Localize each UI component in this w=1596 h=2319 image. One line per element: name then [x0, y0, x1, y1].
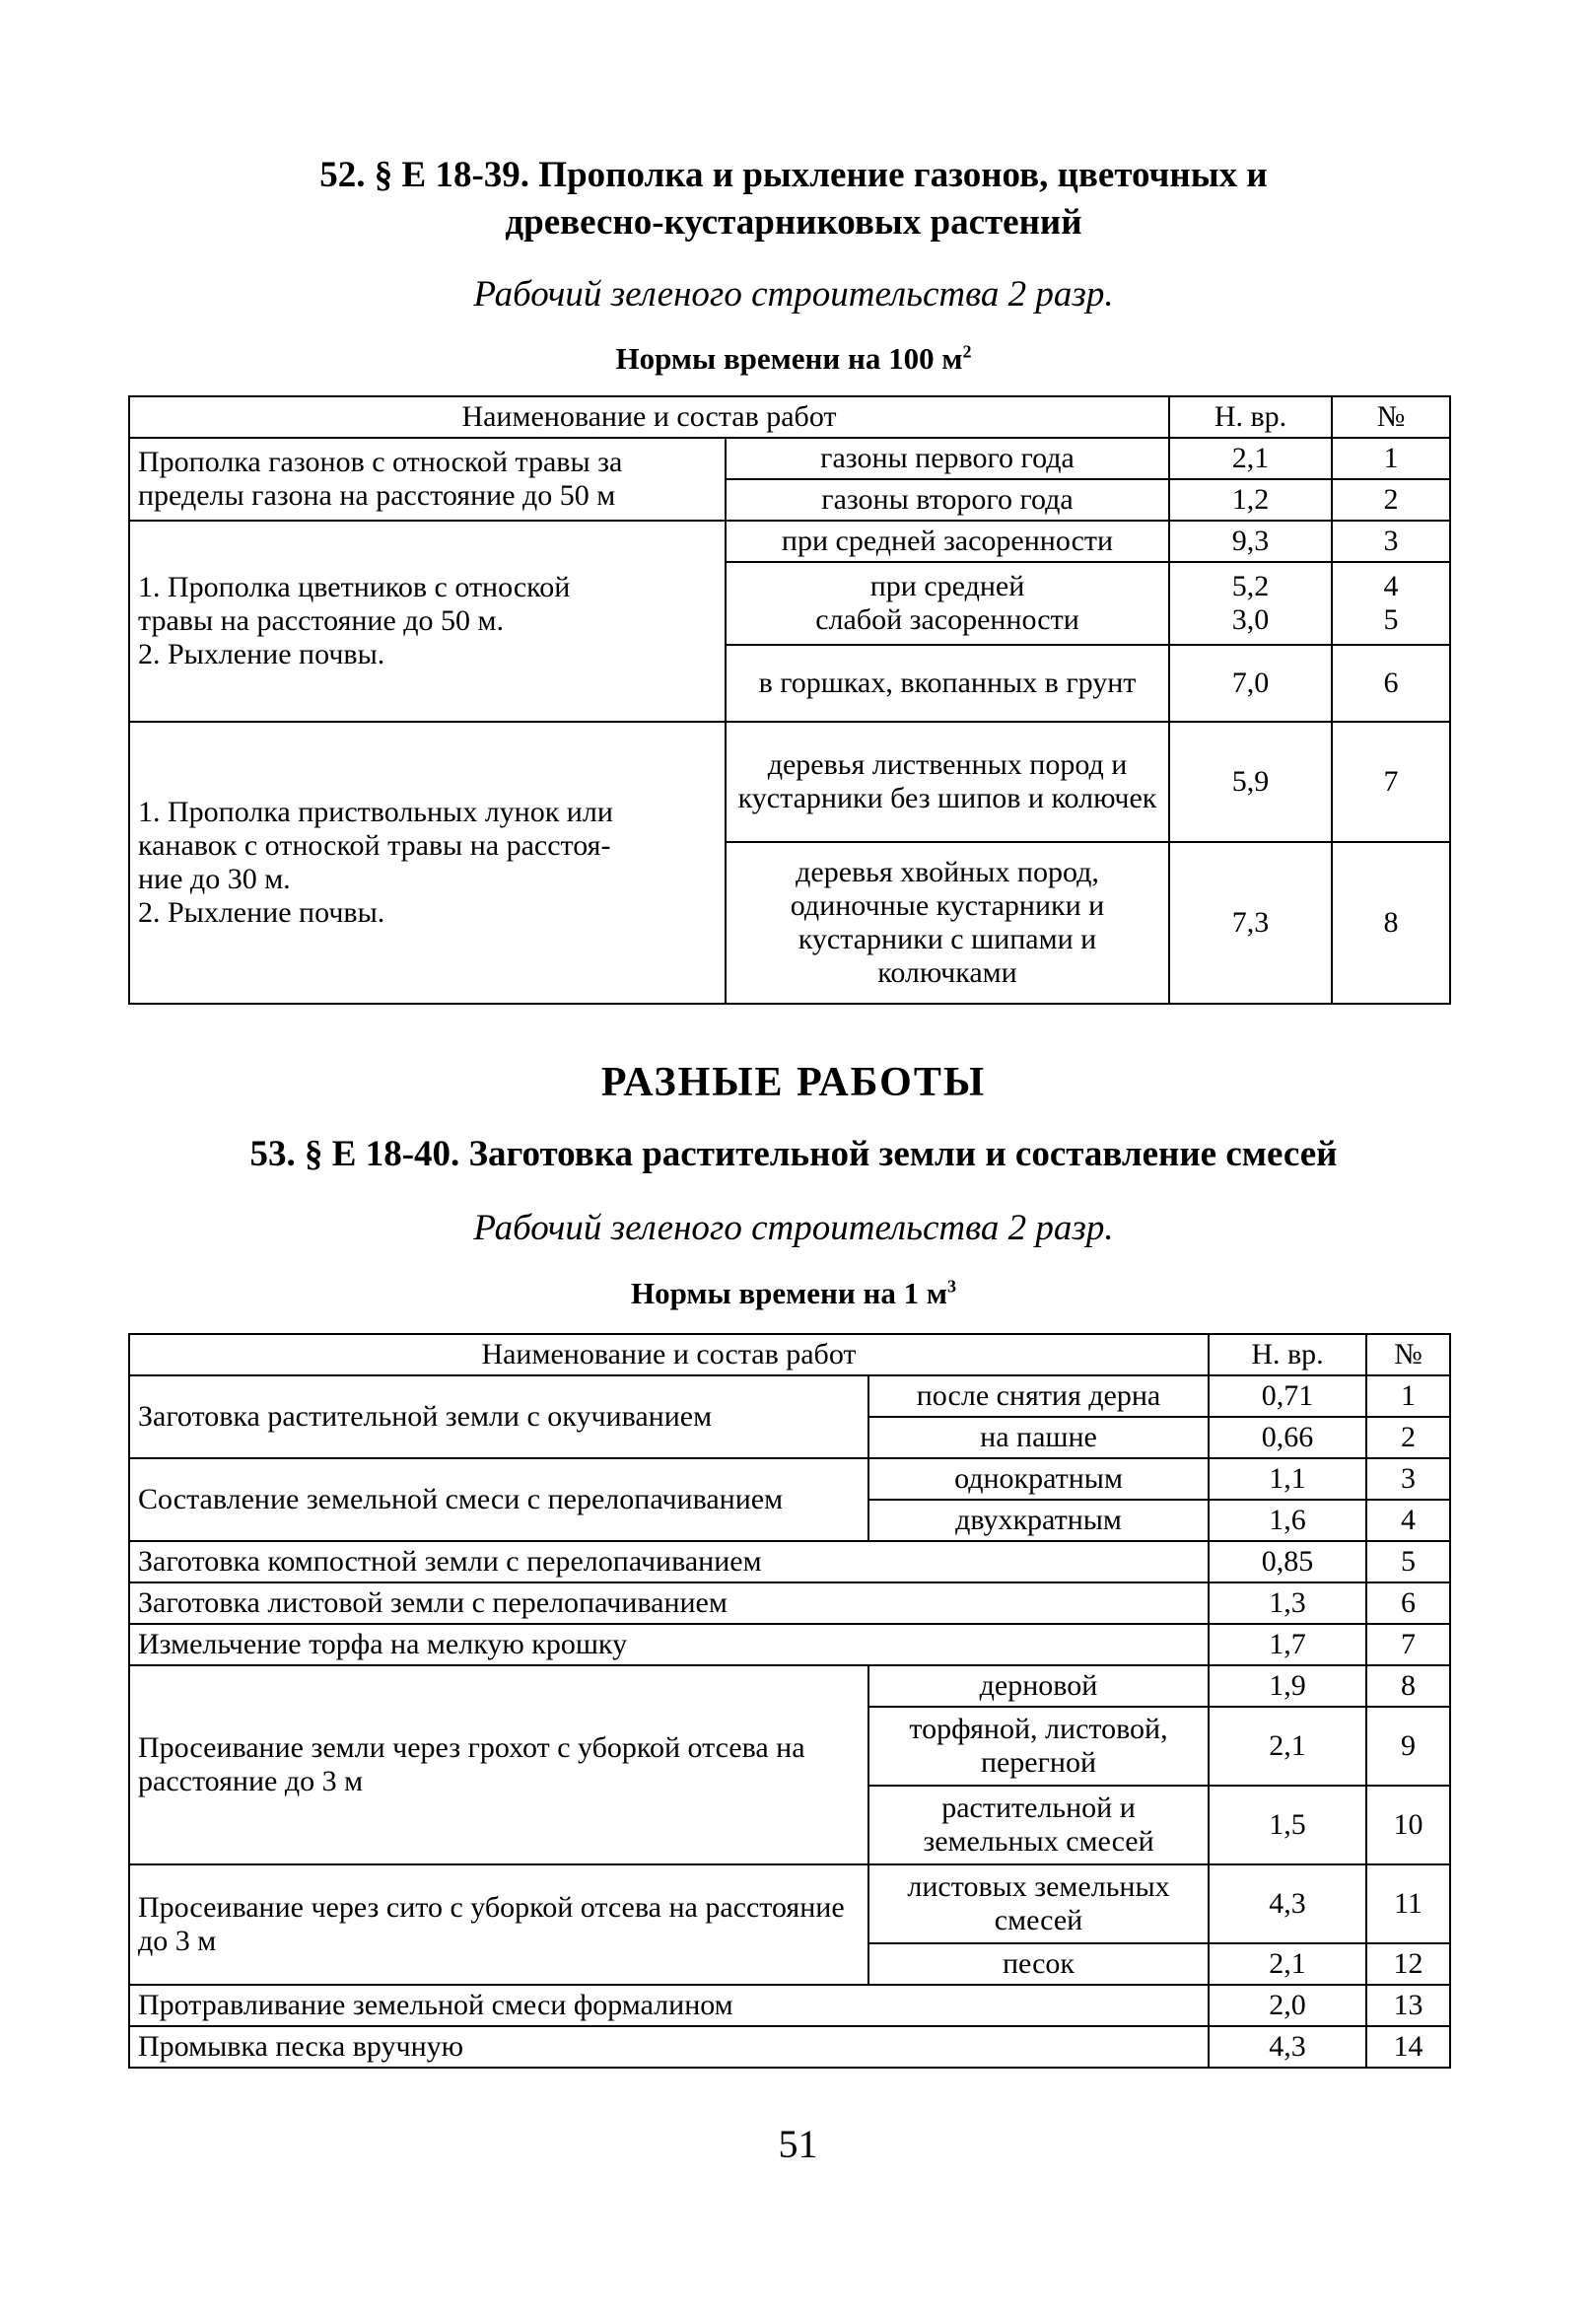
- section-53-norm-sup: 3: [947, 1276, 957, 1297]
- table-53-work: Заготовка компостной земли с перелопачиванием: [129, 1541, 1209, 1582]
- table-53-time: 1,1: [1209, 1458, 1366, 1500]
- table-53-header-row: [129, 1334, 1450, 1375]
- table-52-num: 1: [1332, 438, 1450, 479]
- section-52-norm-text: Нормы времени на 100 м: [615, 341, 963, 376]
- table-53-time: 1,9: [1209, 1665, 1366, 1707]
- table-53-time: 1,6: [1209, 1500, 1366, 1541]
- table-52-time: 5,9: [1169, 722, 1332, 842]
- table-53: [128, 1333, 1451, 2069]
- table-52-header-name: Наименование и состав работ: [129, 396, 1169, 438]
- section-heading: РАЗНЫЕ РАБОТЫ: [600, 1060, 987, 1105]
- table-52-work-3-line: 2. Рыхление почвы.: [138, 896, 385, 929]
- table-52-time: 9,3: [1169, 521, 1332, 562]
- table-53-num: 13: [1366, 1985, 1450, 2026]
- table-53-time: 4,3: [1209, 2026, 1366, 2068]
- table-52-header-time: Н. вр.: [1169, 396, 1332, 438]
- table-53-time: 2,1: [1209, 1943, 1366, 1985]
- table-53-num: 2: [1366, 1417, 1450, 1458]
- table-52-work-3-line: 1. Прополка приствольных лунок или: [138, 796, 613, 828]
- section-53-title: 53. § Е 18-40. Заготовка растительной земли и составление смесей: [249, 1134, 1338, 1174]
- table-53-num: 7: [1366, 1624, 1450, 1665]
- table-53-time: 2,0: [1209, 1985, 1366, 2026]
- table-52: [128, 395, 1451, 1005]
- table-53-time: 4,3: [1209, 1864, 1366, 1943]
- table-53-work: Заготовка листовой земли с перелопачиванием: [129, 1582, 1209, 1624]
- table-52-desc-line: слабой засоренности: [815, 603, 1079, 636]
- table-52-desc: в горшках, вкопанных в грунт: [726, 645, 1169, 722]
- table-53-time: 1,3: [1209, 1582, 1366, 1624]
- table-53-header-time: Н. вр.: [1209, 1334, 1366, 1375]
- section-53-worker: Рабочий зеленого строительства 2 разр.: [473, 1208, 1114, 1248]
- section-52-title-line2: древесно-кустарниковых растений: [505, 202, 1082, 243]
- table-52-time-line: 5,2: [1231, 570, 1270, 602]
- table-53-num: 6: [1366, 1582, 1450, 1624]
- table-52-work-2: [129, 521, 726, 722]
- table-52-desc: деревья хвойных пород, одиночные кустарники и кустарники с шипами и колючками: [726, 842, 1169, 1004]
- table-52-desc: деревья лиственных пород и кустарники без шипов и колючек: [726, 722, 1169, 842]
- table-53-work: Просеивание земли через грохот с уборкой отсева на расстояние до 3 м: [129, 1665, 868, 1864]
- table-53-work: Промывка песка вручную: [129, 2026, 1209, 2068]
- table-53-time: 2,1: [1209, 1707, 1366, 1786]
- section-52-norm-label: [128, 337, 1459, 381]
- table-row: [129, 1624, 1450, 1665]
- table-53-time: 0,71: [1209, 1375, 1366, 1417]
- section-52-norm-sup: 2: [962, 341, 972, 362]
- table-53-num: 3: [1366, 1458, 1450, 1500]
- table-53-num: 10: [1366, 1786, 1450, 1864]
- table-row: [129, 1665, 1450, 1707]
- table-52-num-line: 4: [1383, 570, 1399, 602]
- table-53-desc: торфяной, листовой, перегной: [868, 1707, 1209, 1786]
- table-52-work-2-line: 2. Рыхление почвы.: [138, 638, 385, 670]
- table-53-time: 0,85: [1209, 1541, 1366, 1582]
- table-53-desc: растительной и земельных смесей: [868, 1786, 1209, 1864]
- table-53-desc: на пашне: [868, 1417, 1209, 1458]
- table-row: [129, 1582, 1450, 1624]
- table-53-work: Протравливание земельной смеси формалином: [129, 1985, 1209, 2026]
- page-number: 51: [778, 2122, 818, 2166]
- table-53-desc: однократным: [868, 1458, 1209, 1500]
- table-52-num-line: 5: [1383, 603, 1399, 636]
- table-53-work: Составление земельной смеси с перелопачиванием: [129, 1458, 868, 1541]
- table-52-header-num: №: [1332, 396, 1450, 438]
- table-52-num: 7: [1332, 722, 1450, 842]
- table-53-num: 8: [1366, 1665, 1450, 1707]
- table-52-time: 7,3: [1169, 842, 1332, 1004]
- table-53-time: 1,5: [1209, 1786, 1366, 1864]
- table-row: [129, 2026, 1450, 2068]
- table-53-num: 14: [1366, 2026, 1450, 2068]
- table-53-num: 9: [1366, 1707, 1450, 1786]
- table-52-num: 8: [1332, 842, 1450, 1004]
- table-52-time: 2,1: [1169, 438, 1332, 479]
- table-row: [129, 1985, 1450, 2026]
- table-52-work-2-line: травы на расстояние до 50 м.: [138, 604, 505, 637]
- table-row: [129, 521, 1450, 562]
- table-row: [129, 1458, 1450, 1500]
- table-row: [129, 438, 1450, 479]
- table-52-num: 2: [1332, 479, 1450, 521]
- table-53-work: Измельчение торфа на мелкую крошку: [129, 1624, 1209, 1665]
- table-53-work: Заготовка растительной земли с окучиванием: [129, 1375, 868, 1458]
- table-52-num: [1332, 562, 1450, 645]
- table-52-time: [1169, 562, 1332, 645]
- table-52-work-3: [129, 722, 726, 1004]
- table-53-num: 4: [1366, 1500, 1450, 1541]
- table-52-desc: при средней засоренности: [726, 521, 1169, 562]
- table-53-num: 5: [1366, 1541, 1450, 1582]
- table-53-work: Просеивание через сито с уборкой отсева на расстояние до 3 м: [129, 1864, 868, 1985]
- table-53-desc: двухкратным: [868, 1500, 1209, 1541]
- table-53-num: 11: [1366, 1864, 1450, 1943]
- table-52-desc: газоны второго года: [726, 479, 1169, 521]
- table-52-time: 7,0: [1169, 645, 1332, 722]
- table-52-header-row: [129, 396, 1450, 438]
- table-52-desc-line: при средней: [869, 570, 1025, 602]
- table-52-desc: [726, 562, 1169, 645]
- table-row: [129, 722, 1450, 842]
- table-53-desc: дерновой: [868, 1665, 1209, 1707]
- table-52-work-2-line: 1. Прополка цветников с отноской: [138, 571, 571, 603]
- table-53-desc: листовых земельных смесей: [868, 1864, 1209, 1943]
- table-52-work-3-line: канавок с отноской травы на расстоя-: [138, 829, 611, 862]
- table-53-num: 12: [1366, 1943, 1450, 1985]
- section-52-worker: Рабочий зеленого строительства 2 разр.: [473, 274, 1114, 315]
- table-row: [129, 1864, 1450, 1943]
- table-52-time-line: 3,0: [1231, 603, 1270, 636]
- table-53-time: 0,66: [1209, 1417, 1366, 1458]
- table-52-work-3-line: ние до 30 м.: [138, 863, 291, 895]
- table-52-time: 1,2: [1169, 479, 1332, 521]
- table-52-desc: газоны первого года: [726, 438, 1169, 479]
- table-53-header-name: Наименование и состав работ: [129, 1334, 1209, 1375]
- section-53-norm-text: Нормы времени на 1 м: [630, 1276, 948, 1310]
- table-53-header-num: №: [1366, 1334, 1450, 1375]
- table-52-num: 6: [1332, 645, 1450, 722]
- table-row: [129, 1541, 1450, 1582]
- table-53-desc: после снятия дерна: [868, 1375, 1209, 1417]
- section-52-title-line1: 52. § Е 18-39. Прополка и рыхление газонов, цветочных и: [319, 155, 1268, 195]
- table-53-time: 1,7: [1209, 1624, 1366, 1665]
- table-52-num: 3: [1332, 521, 1450, 562]
- table-53-desc: песок: [868, 1943, 1209, 1985]
- table-row: [129, 1375, 1450, 1417]
- table-52-work-1: Прополка газонов с отноской травы за пределы газона на расстояние до 50 м: [129, 438, 726, 521]
- table-53-num: 1: [1366, 1375, 1450, 1417]
- section-53-norm-label: [128, 1272, 1459, 1315]
